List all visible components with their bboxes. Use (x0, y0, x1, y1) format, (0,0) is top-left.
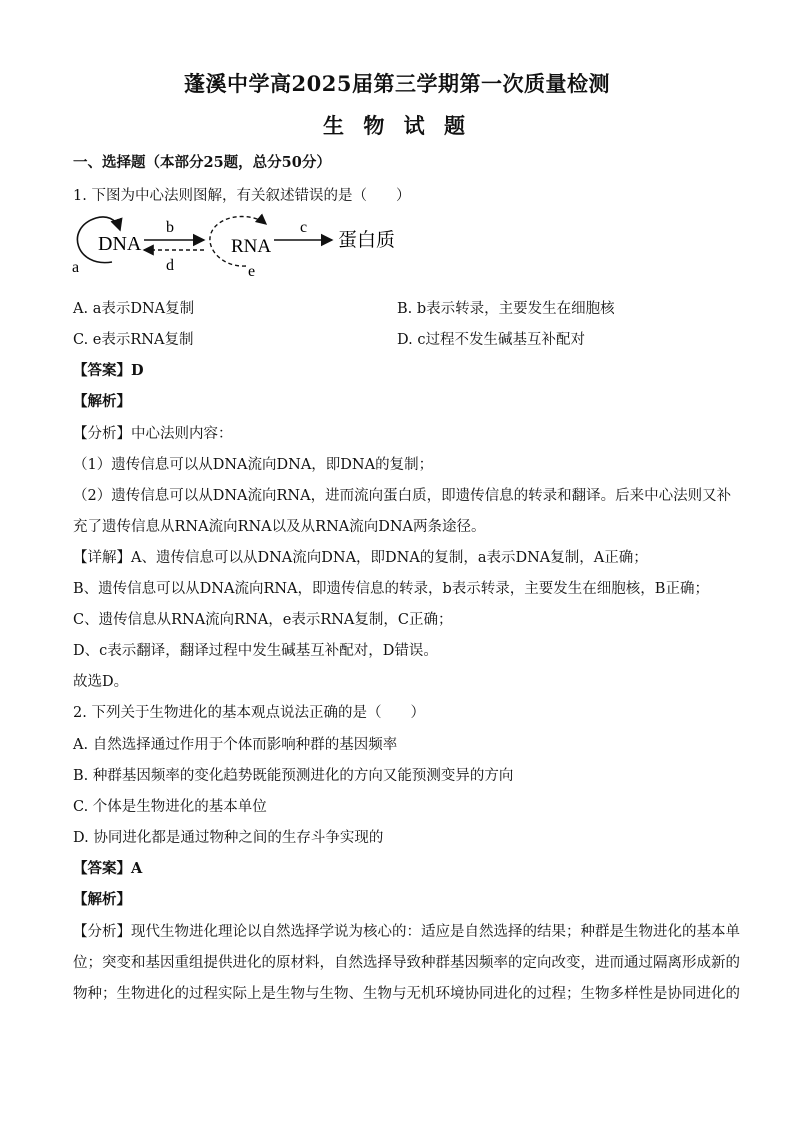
label-e: e (248, 263, 256, 280)
section-heading: 一、选择题（本部分25题，总分50分） (73, 154, 331, 171)
q1-option-d: D. c过程不发生碱基互补配对 (397, 332, 585, 348)
q2-option-d: D. 协同进化都是通过物种之间的生存斗争实现的 (73, 830, 384, 846)
q1-detail-line: C、遗传信息从RNA流向RNA，e表示RNA复制，C正确； (73, 612, 453, 628)
q1-detail-line: D、c表示翻译，翻译过程中发生碱基互补配对，D错误。 (73, 643, 438, 659)
q2-option-c: C. 个体是生物进化的基本单位 (73, 799, 267, 815)
label-b: b (166, 219, 174, 236)
q1-option-a: A. a表示DNA复制 (73, 301, 195, 317)
q1-answer: 【答案】D (73, 362, 144, 379)
q2-analysis-line: 物种；生物进化的过程实际上是生物与生物、生物与无机环境协同进化的过程；生物多样性是协同进化的 (73, 986, 740, 1002)
subject-title: 生 物 试 题 (323, 113, 471, 138)
q1-analysis-line: （1）遗传信息可以从DNA流向DNA，即DNA的复制； (73, 457, 434, 473)
q1-detail-line: 【详解】A、遗传信息可以从DNA流向DNA，即DNA的复制，a表示DNA复制，A正确； (73, 550, 648, 566)
exam-title: 蓬溪中学高2025届第三学期第一次质量检测 (184, 71, 610, 96)
q2-analysis-label: 【解析】 (73, 891, 131, 908)
q2-analysis-line: 【分析】现代生物进化理论以自然选择学说为核心的：适应是自然选择的结果；种群是生物进化的基本单 (73, 924, 740, 940)
q1-detail-line: B、遗传信息可以从DNA流向RNA，即遗传信息的转录，b表示转录，主要发生在细胞核，B正确； (73, 581, 709, 597)
q1-conclusion: 故选D。 (73, 674, 129, 690)
q1-analysis-label: 【解析】 (73, 393, 131, 410)
protein-label: 蛋白质 (338, 229, 396, 251)
q2-answer: 【答案】A (73, 860, 143, 877)
q2-option-a: A. 自然选择通过作用于个体而影响种群的基因频率 (73, 737, 398, 753)
label-c: c (300, 219, 308, 236)
question-1-stem: 1. 下图为中心法则图解，有关叙述错误的是（ ） (73, 188, 411, 204)
q1-analysis-line: （2）遗传信息可以从DNA流向RNA，进而流向蛋白质，即遗传信息的转录和翻译。后来中心法则又补 (73, 488, 732, 504)
q1-option-b: B. b表示转录，主要发生在细胞核 (397, 301, 615, 317)
q2-option-b: B. 种群基因频率的变化趋势既能预测进化的方向又能预测变异的方向 (73, 768, 514, 784)
dna-label: DNA (98, 233, 142, 255)
q1-analysis-line: 【分析】中心法则内容： (73, 426, 233, 442)
central-dogma-diagram (68, 210, 428, 280)
label-a: a (72, 259, 80, 276)
label-d: d (166, 257, 174, 274)
question-2-stem: 2. 下列关于生物进化的基本观点说法正确的是（ ） (73, 705, 425, 721)
q1-analysis-line: 充了遗传信息从RNA流向RNA以及从RNA流向DNA两条途径。 (73, 519, 486, 535)
q1-option-c: C. e表示RNA复制 (73, 332, 194, 348)
q2-analysis-line: 位；突变和基因重组提供进化的原材料，自然选择导致种群基因频率的定向改变，进而通过隔离形成新的 (73, 955, 740, 971)
rna-label: RNA (231, 236, 272, 257)
